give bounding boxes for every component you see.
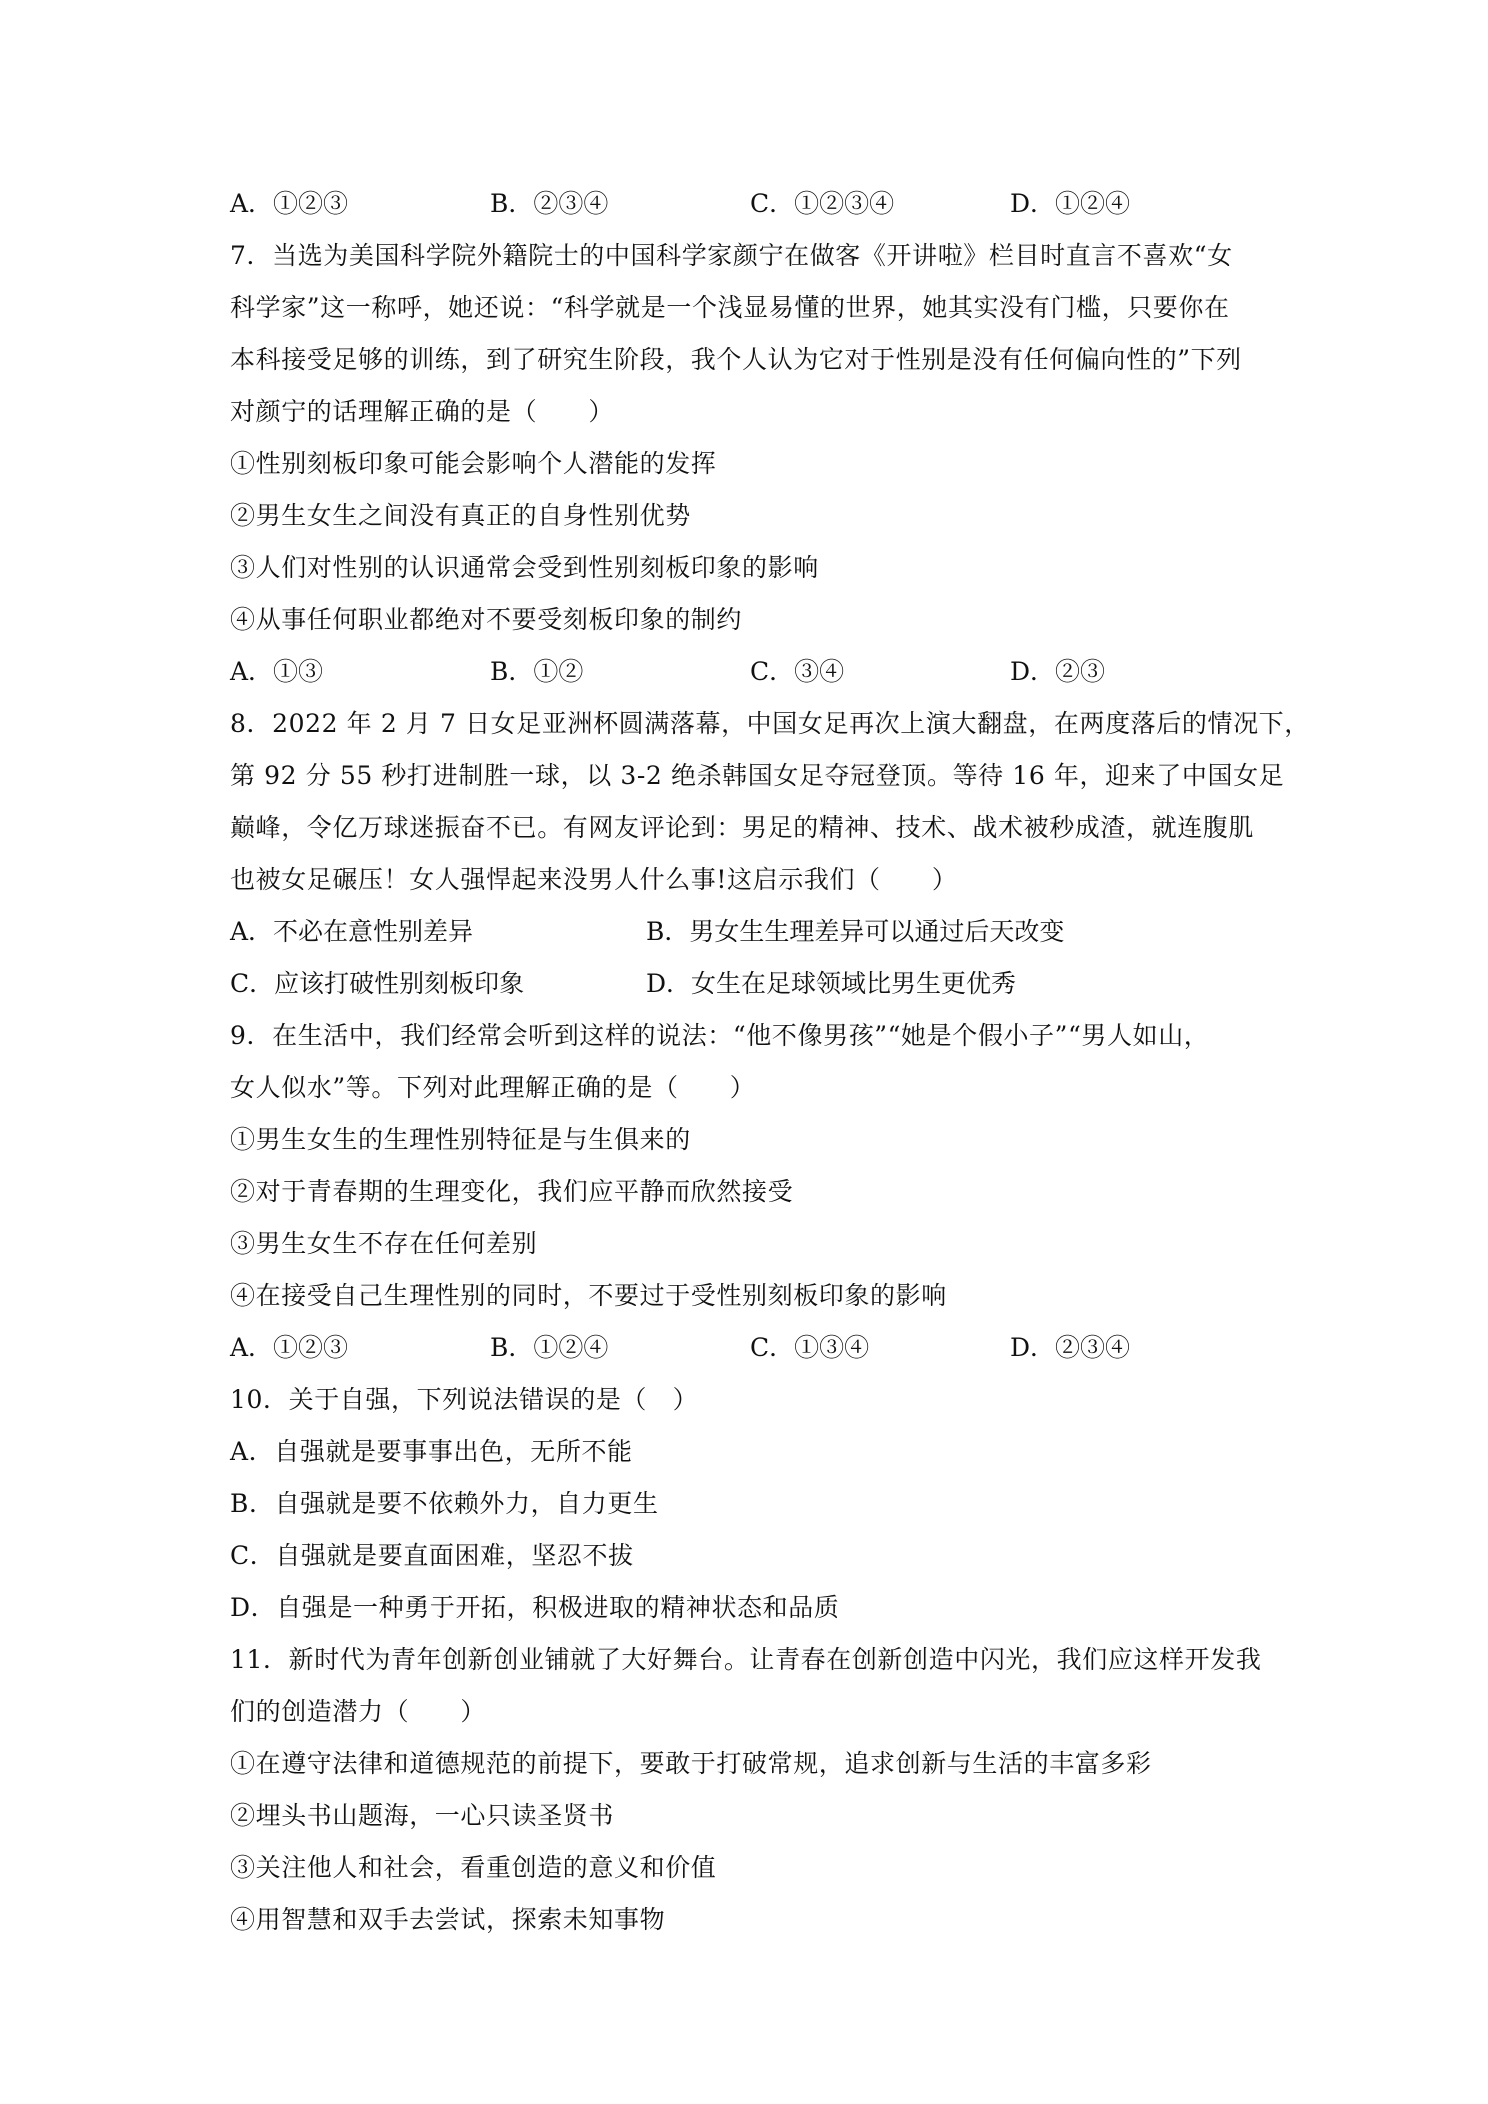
q8-stem-line: 8．2022 年 2 月 7 日女足亚洲杯圆满落幕，中国女足再次上演大翻盘，在两度落后的情况下， xyxy=(230,709,1310,738)
q8-options-row-1 xyxy=(230,906,1270,958)
q9-stem-line: 9．在生活中，我们经常会听到这样的说法：“他不像男孩”“她是个假小子”“男人如山， xyxy=(230,1021,1210,1050)
q9-statement-2: ②对于青春期的生理变化，我们应平静而欣然接受 xyxy=(230,1177,794,1206)
q8-option-a: A．不必在意性别差异 xyxy=(230,917,474,946)
q10-option-b: B．自强就是要不依赖外力，自力更生 xyxy=(230,1489,659,1518)
q8-option-d: D．女生在足球领域比男生更优秀 xyxy=(646,969,1017,998)
q9-option-d: D．②③④ xyxy=(1010,1333,1131,1362)
q9-statement-3: ③男生女生不存在任何差别 xyxy=(230,1229,538,1258)
q9-statement-1: ①男生女生的生理性别特征是与生俱来的 xyxy=(230,1125,691,1154)
q11-stem-line: 们的创造潜力（ ） xyxy=(230,1697,487,1726)
q10-stem-line: 10．关于自强，下列说法错误的是（ ） xyxy=(230,1385,699,1414)
q10-option-a: A．自强就是要事事出色，无所不能 xyxy=(230,1437,633,1466)
q7-statement-1: ①性别刻板印象可能会影响个人潜能的发挥 xyxy=(230,449,717,478)
q7-option-b: B．①② xyxy=(490,657,584,686)
q11-statement-3: ③关注他人和社会，看重创造的意义和价值 xyxy=(230,1853,717,1882)
q11-stem-line: 11．新时代为青年创新创业铺就了大好舞台。让青春在创新创造中闪光，我们应这样开发我 xyxy=(230,1645,1262,1674)
q8-options-row-2 xyxy=(230,958,1270,1010)
page-content xyxy=(230,178,1310,1946)
question-9 xyxy=(230,1010,1270,1374)
question-7 xyxy=(230,230,1270,698)
q10-option-c: C．自强就是要直面困难，坚忍不拔 xyxy=(230,1541,634,1570)
q7-statement-4: ④从事任何职业都绝对不要受刻板印象的制约 xyxy=(230,605,743,634)
q7-option-a: A．①③ xyxy=(230,657,324,686)
q11-statement-1: ①在遵守法律和道德规范的前提下，要敢于打破常规，追求创新与生活的丰富多彩 xyxy=(230,1749,1152,1778)
q7-option-d: D．②③ xyxy=(1010,657,1106,686)
q9-statement-4: ④在接受自己生理性别的同时，不要过于受性别刻板印象的影响 xyxy=(230,1281,947,1310)
q7-statement-3: ③人们对性别的认识通常会受到性别刻板印象的影响 xyxy=(230,553,819,582)
q10-option-d: D．自强是一种勇于开拓，积极进取的精神状态和品质 xyxy=(230,1593,840,1622)
q8-option-c: C．应该打破性别刻板印象 xyxy=(230,969,525,998)
q9-stem-line: 女人似水”等。下列对此理解正确的是（ ） xyxy=(230,1073,756,1102)
question-8 xyxy=(230,698,1310,1010)
q8-option-b: B．男女生生理差异可以通过后天改变 xyxy=(646,917,1065,946)
q6-options xyxy=(230,178,1270,230)
q7-stem-line: 本科接受足够的训练，到了研究生阶段，我个人认为它对于性别是没有任何偏向性的”下列 xyxy=(230,345,1242,374)
q7-stem-line: 对颜宁的话理解正确的是（ ） xyxy=(230,397,615,426)
q6-option-c: C．①②③④ xyxy=(750,189,895,218)
q7-option-c: C．③④ xyxy=(750,657,845,686)
q7-statement-2: ②男生女生之间没有真正的自身性别优势 xyxy=(230,501,691,530)
q9-option-a: A．①②③ xyxy=(230,1333,349,1362)
q6-option-a: A．①②③ xyxy=(230,189,349,218)
q9-option-b: B．①②④ xyxy=(490,1333,609,1362)
q11-statement-4: ④用智慧和双手去尝试，探索未知事物 xyxy=(230,1905,666,1934)
q8-stem-line: 巅峰，令亿万球迷振奋不已。有网友评论到：男足的精神、技术、战术被秒成渣，就连腹肌 xyxy=(230,813,1255,842)
q8-stem-line: 也被女足碾压！女人强悍起来没男人什么事!这启示我们（ ） xyxy=(230,865,958,894)
q9-options xyxy=(230,1322,1270,1374)
q7-options xyxy=(230,646,1270,698)
q11-statement-2: ②埋头书山题海，一心只读圣贤书 xyxy=(230,1801,615,1830)
question-10 xyxy=(230,1374,1270,1634)
q6-option-b: B．②③④ xyxy=(490,189,609,218)
q8-stem-line: 第 92 分 55 秒打进制胜一球，以 3-2 绝杀韩国女足夺冠登顶。等待 16 年，迎来了中国女足 xyxy=(230,761,1285,790)
q6-option-d: D．①②④ xyxy=(1010,189,1131,218)
question-11 xyxy=(230,1634,1270,1946)
q9-option-c: C．①③④ xyxy=(750,1333,870,1362)
q7-stem-line: 科学家”这一称呼，她还说：“科学就是一个浅显易懂的世界，她其实没有门槛，只要你在 xyxy=(230,293,1230,322)
q7-stem-line: 7．当选为美国科学院外籍院士的中国科学家颜宁在做客《开讲啦》栏目时直言不喜欢“女 xyxy=(230,241,1233,270)
